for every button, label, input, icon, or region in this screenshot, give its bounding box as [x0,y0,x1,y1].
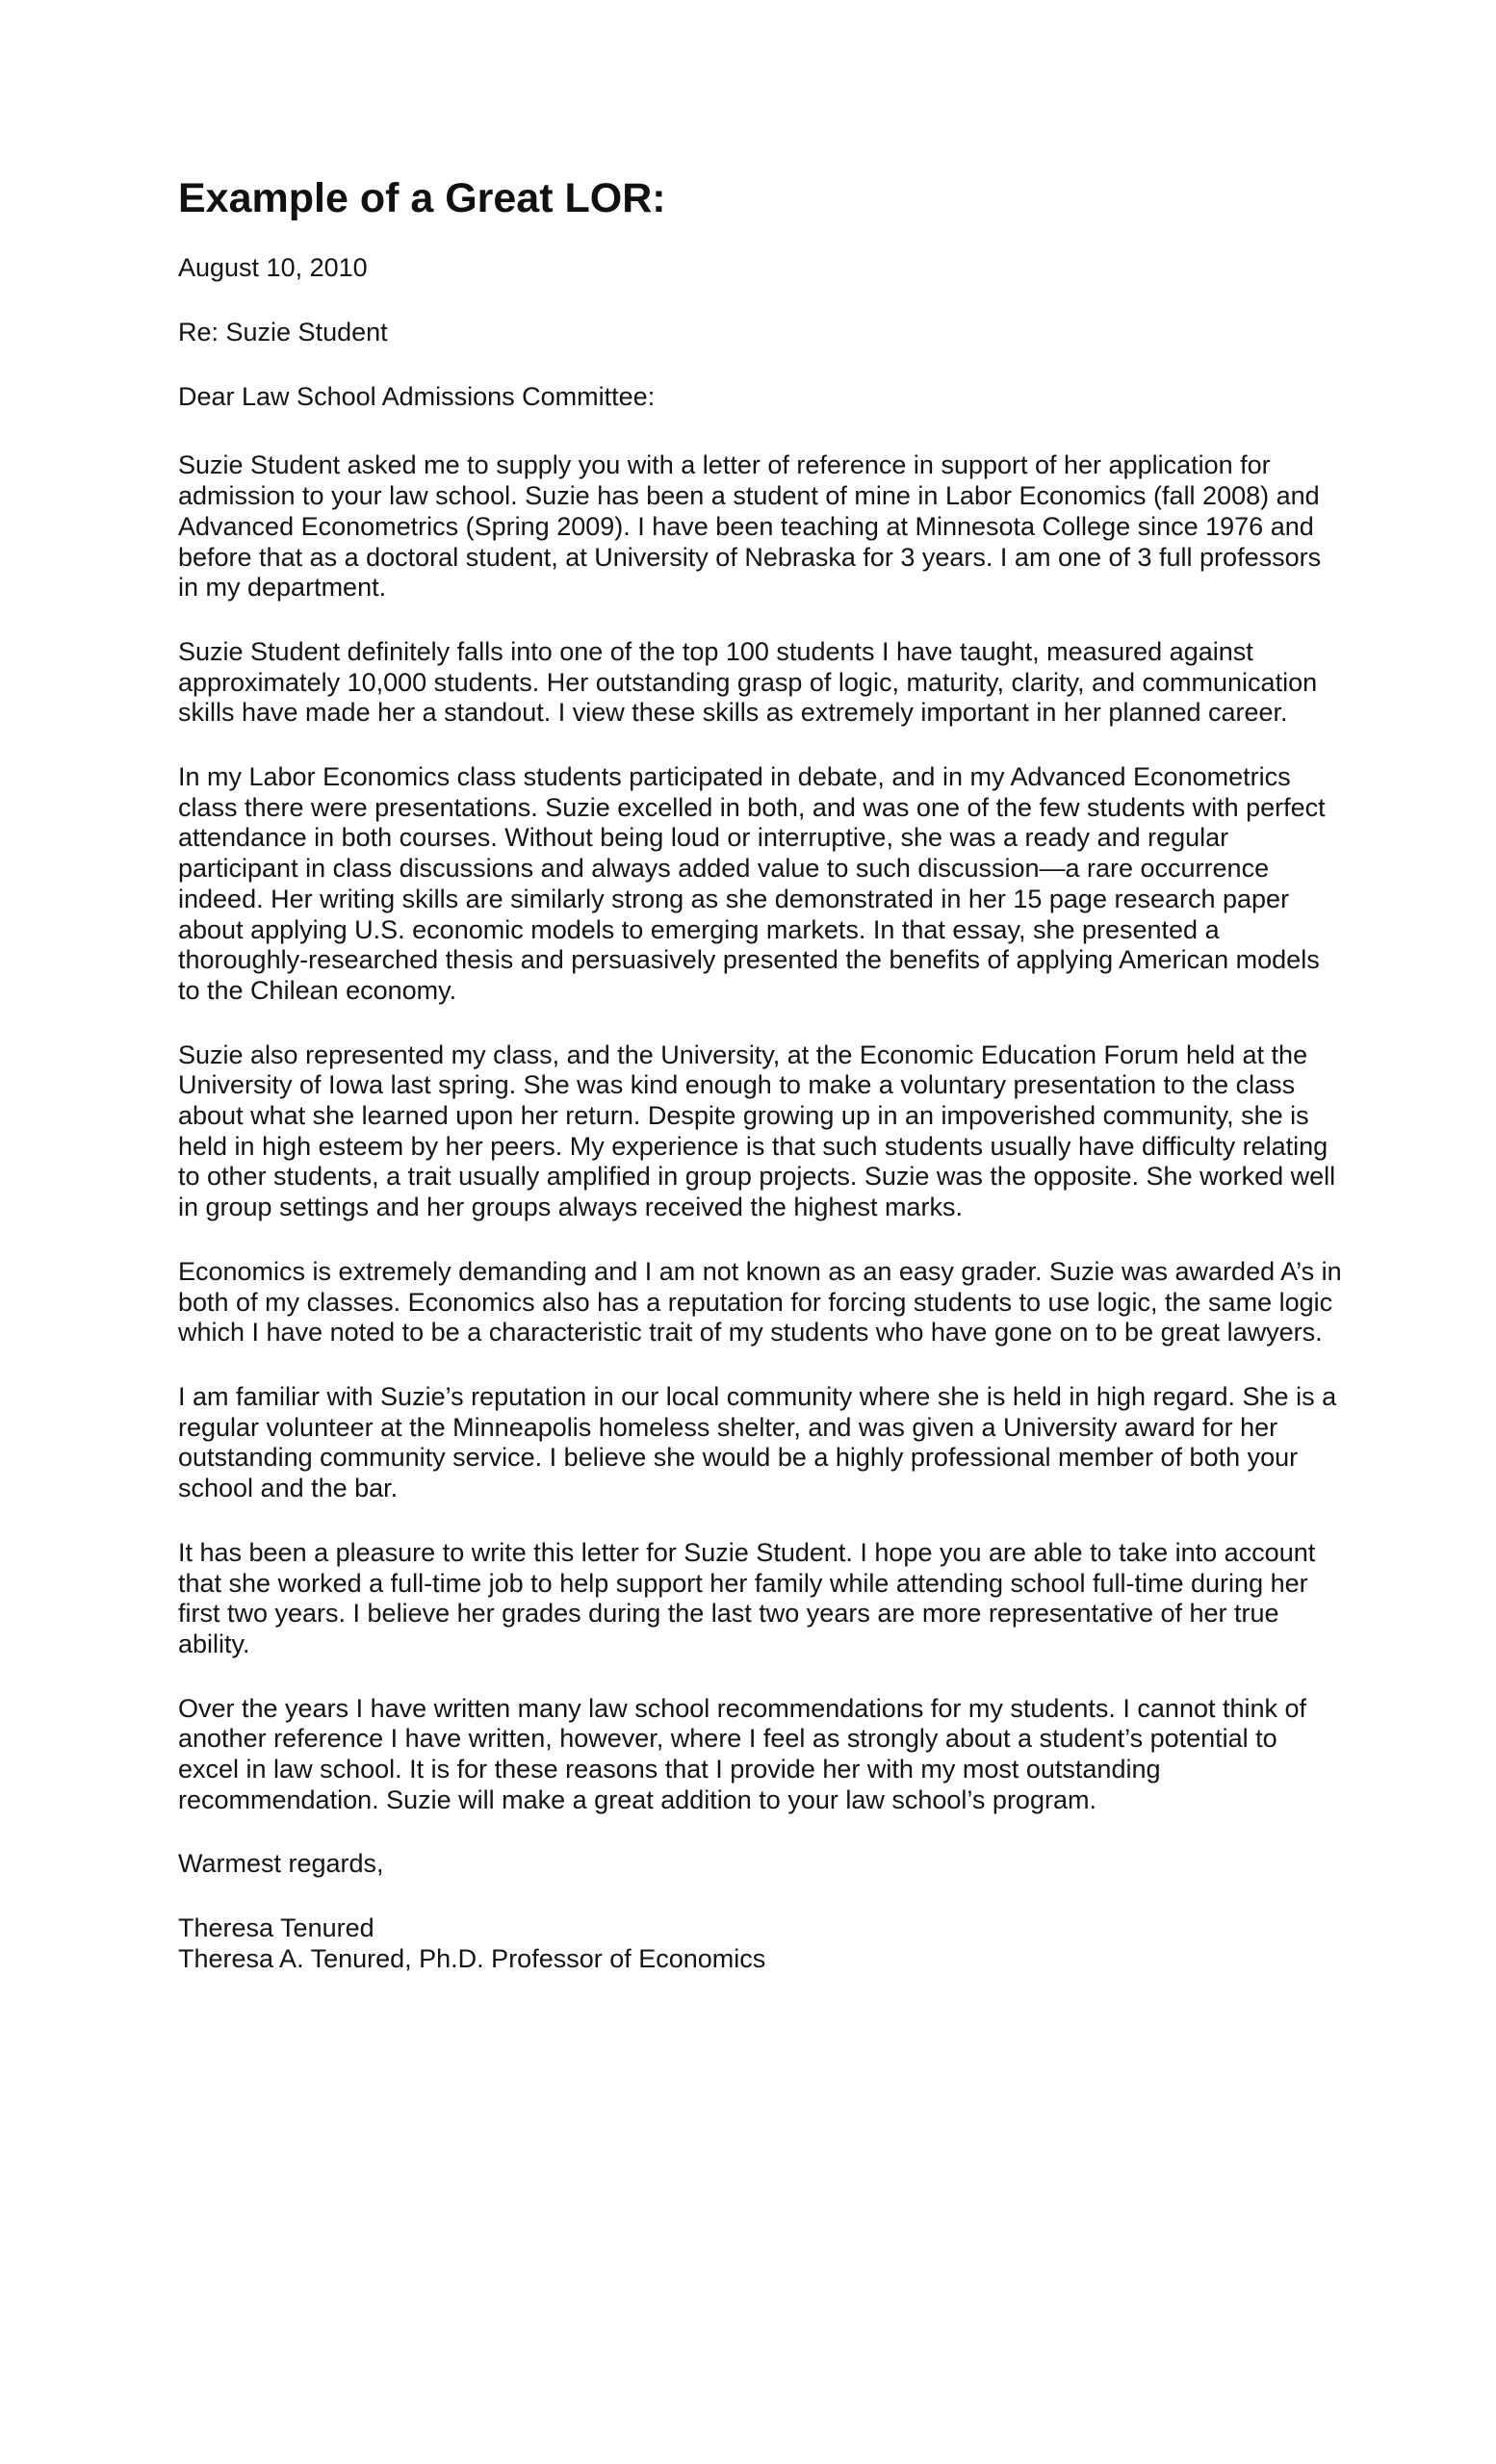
letter-content [178,176,1343,1975]
letter-paragraph-2: Suzie Student definitely falls into one of the top 100 students I have taught, measured against approximately 10,000 students. Her outstanding grasp of logic, maturity, clarity, and communication skills have made her a standout. I view these skills as extremely important in her planned career. [178,636,1318,728]
letter-paragraph-7: It has been a pleasure to write this letter for Suzie Student. I hope you are able to take into account that she worked a full-time job to help support her family while attending school full-time during her first two years. I believe her grades during the last two years are more representative of her true ability. [178,1537,1316,1658]
salutation: Dear Law School Admissions Committee: [178,381,656,411]
letter-paragraph-5: Economics is extremely demanding and I am not known as an easy grader. Suzie was awarded A’s in both of my classes. Economics also has a reputation for forcing students to use logic, the same logic which I have noted to be a characteristic trait of my students who have gone on to be great lawyers. [178,1256,1342,1348]
closing: Warmest regards, [178,1849,384,1879]
letter-paragraph-3: In my Labor Economics class students participated in debate, and in my Advanced Econometrics class there were presentations. Suzie excelled in both, and was one of the few students with perfect attendance in both courses. Without being loud or interruptive, she was a ready and regular participant in class discussions and always added value to such discussion—a rare occurrence indeed. Her writing skills are similarly strong as she demonstrated in her 15 page research paper about applying U.S. economic models to emerging markets. In that essay, she presented a thoroughly-researched thesis and persuasively presented the benefits of applying American models to the Chilean economy. [178,762,1326,1005]
reference-line: Re: Suzie Student [178,318,388,346]
page-title: Example of a Great LOR: [178,175,666,221]
letter-paragraph-4: Suzie also represented my class, and the University, at the Economic Education Forum held at the University of Iowa last spring. She was kind enough to make a voluntary presentation to the class about what she learned upon her return. Despite growing up in an impoverished community, she is held in high esteem by her peers. My experience is that such students usually have difficulty relating to other students, a trait usually amplified in group projects. Suzie was the opposite. She worked well in group settings and her groups always received the highest marks. [178,1040,1336,1222]
letter-date: August 10, 2010 [178,253,368,283]
signature-block [178,1913,1343,1974]
letter-paragraph-1: Suzie Student asked me to supply you with a letter of reference in support of her application for admission to your law school. Suzie has been a student of mine in Labor Economics (fall 2008) and Advanced Econometrics (Spring 2009). I have been teaching at Minnesota College since 1976 and before that as a doctoral student, at University of Nebraska for 3 years. I am one of 3 full professors in my department. [178,450,1322,603]
signature-name: Theresa Tenured [178,1913,374,1943]
letter-paragraph-8: Over the years I have written many law school recommendations for my students. I cannot think of another reference I have written, however, where I feel as strongly about a student’s potential to excel in law school. It is for these reasons that I provide her with my most outstanding recommendation. Suzie will make a great addition to your law school’s program. [178,1693,1307,1814]
signature-title: Theresa A. Tenured, Ph.D. Professor of Economics [178,1943,766,1973]
letter-paragraph-6: I am familiar with Suzie’s reputation in our local community where she is held in high regard. She is a regular volunteer at the Minneapolis homeless shelter, and was given a University award for her outstanding community service. I believe she would be a highly professional member of both your school and the bar. [178,1381,1337,1503]
